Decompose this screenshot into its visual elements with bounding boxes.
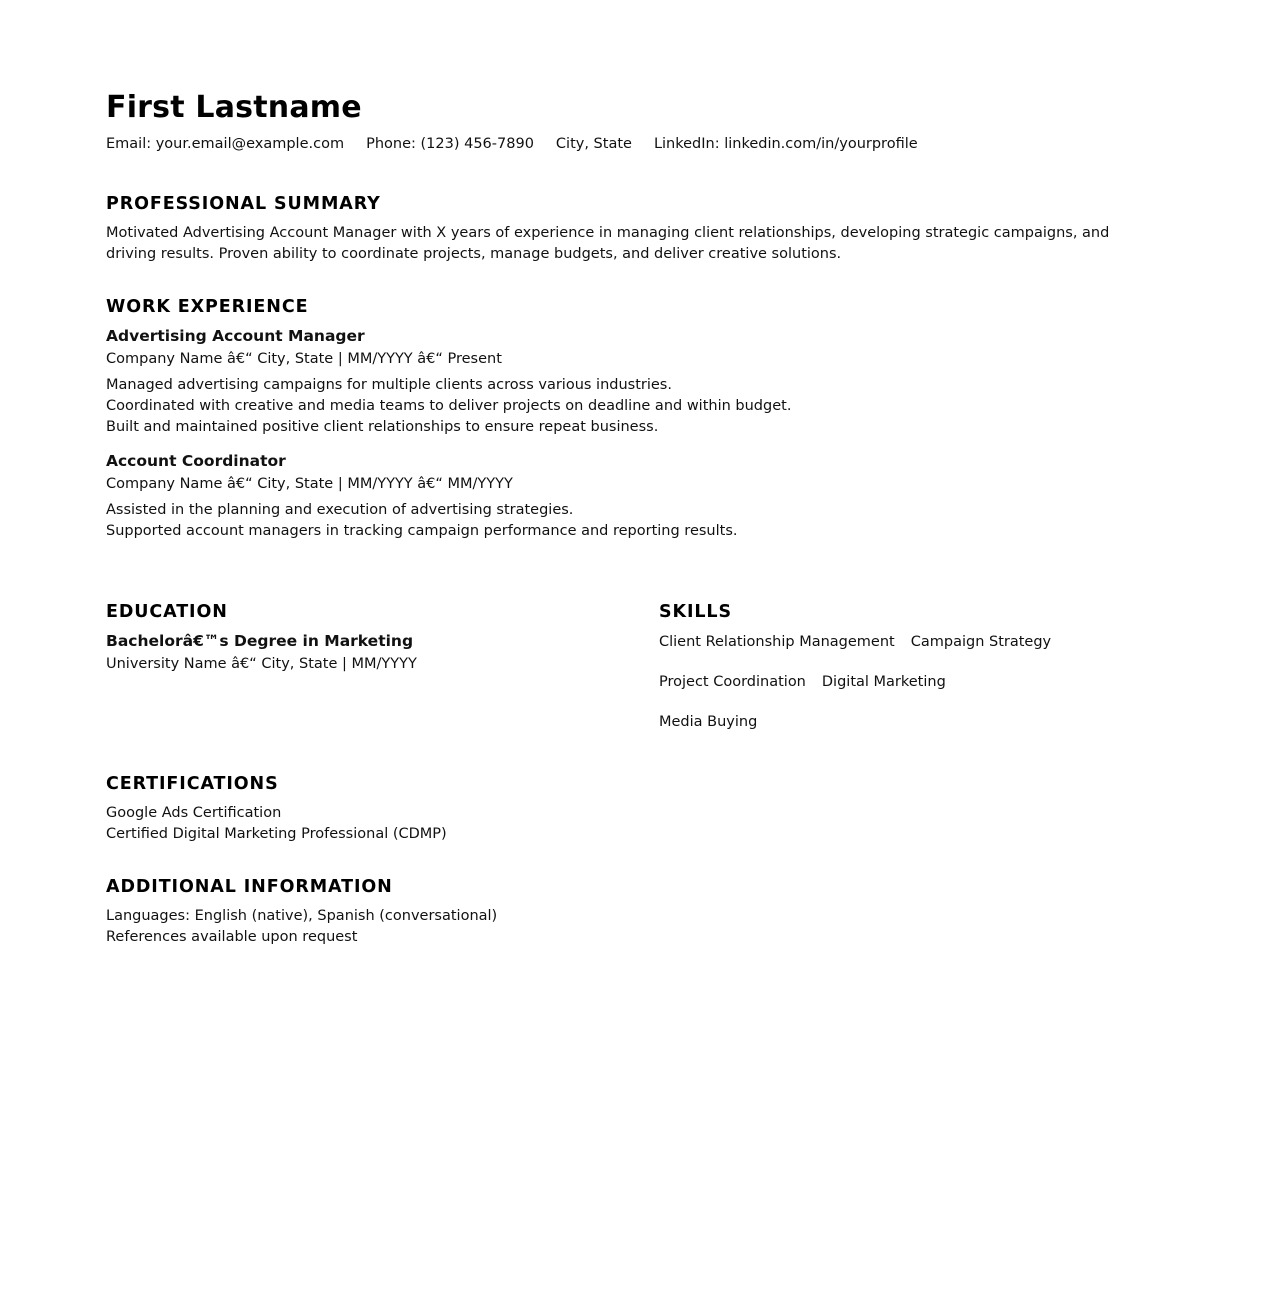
section-title: WORK EXPERIENCE: [106, 297, 309, 317]
job-bullets: [106, 500, 1172, 542]
additional-info-list: [106, 906, 1172, 948]
additional-info-item: Languages: English (native), Spanish (conversational): [106, 908, 498, 924]
summary-text: Motivated Advertising Account Manager with X years of experience in managing client relationships, developing strategic campaigns, and driving results. Proven ability to coordinate projects, manage budgets, and deliver creative solutions.: [106, 225, 1110, 262]
work-experience-section: [106, 295, 1172, 542]
skills-list: [659, 632, 1059, 732]
skill-item: Project Coordination: [659, 674, 806, 690]
job-meta: Company Name â€“ City, State | MM/YYYY â€“ MM/YYYY: [106, 476, 513, 492]
skill-item: Media Buying: [659, 714, 758, 730]
resume-header: [106, 88, 1172, 154]
skill-item: Digital Marketing: [821, 674, 946, 690]
job-bullet: Assisted in the planning and execution of advertising strategies.: [106, 502, 574, 518]
job-bullet: Supported account managers in tracking campaign performance and reporting results.: [106, 523, 738, 539]
skills-section: [659, 600, 1159, 732]
contact-phone: Phone: (123) 456-7890: [366, 136, 534, 152]
candidate-name: First Lastname: [106, 90, 362, 125]
skill-item: Client Relationship Management: [659, 634, 895, 650]
education-skills-row: [106, 600, 1172, 732]
contact-info: [106, 134, 1172, 154]
professional-summary-section: [106, 192, 1172, 265]
education-section: [106, 600, 659, 732]
section-title: ADDITIONAL INFORMATION: [106, 877, 393, 897]
education-meta: University Name â€“ City, State | MM/YYYY: [106, 656, 417, 672]
job-meta: Company Name â€“ City, State | MM/YYYY â€“ Present: [106, 351, 502, 367]
additional-info-item: References available upon request: [106, 929, 358, 945]
contact-email: Email: your.email@example.com: [106, 136, 345, 152]
education-degree: Bachelorâ€™s Degree in Marketing: [106, 632, 414, 650]
job-bullet: Managed advertising campaigns for multiple clients across various industries.: [106, 377, 672, 393]
job-entry: [106, 325, 1172, 438]
certification-list: [106, 803, 1172, 845]
additional-information-section: [106, 875, 1172, 948]
section-title: EDUCATION: [106, 602, 228, 622]
skill-item: Campaign Strategy: [910, 634, 1052, 650]
job-bullets: [106, 375, 1172, 438]
job-entry: [106, 450, 1172, 542]
section-title: PROFESSIONAL SUMMARY: [106, 194, 381, 214]
contact-location: City, State: [555, 136, 632, 152]
job-title: Account Coordinator: [106, 452, 286, 470]
section-title: SKILLS: [659, 602, 732, 622]
job-bullet: Built and maintained positive client relationships to ensure repeat business.: [106, 419, 659, 435]
certification-item: Google Ads Certification: [106, 805, 282, 821]
contact-linkedin: LinkedIn: linkedin.com/in/yourprofile: [653, 136, 918, 152]
job-title: Advertising Account Manager: [106, 327, 365, 345]
job-bullet: Coordinated with creative and media teams to deliver projects on deadline and within budget.: [106, 398, 792, 414]
certification-item: Certified Digital Marketing Professional (CDMP): [106, 826, 447, 842]
certifications-section: [106, 772, 1172, 845]
section-title: CERTIFICATIONS: [106, 774, 279, 794]
